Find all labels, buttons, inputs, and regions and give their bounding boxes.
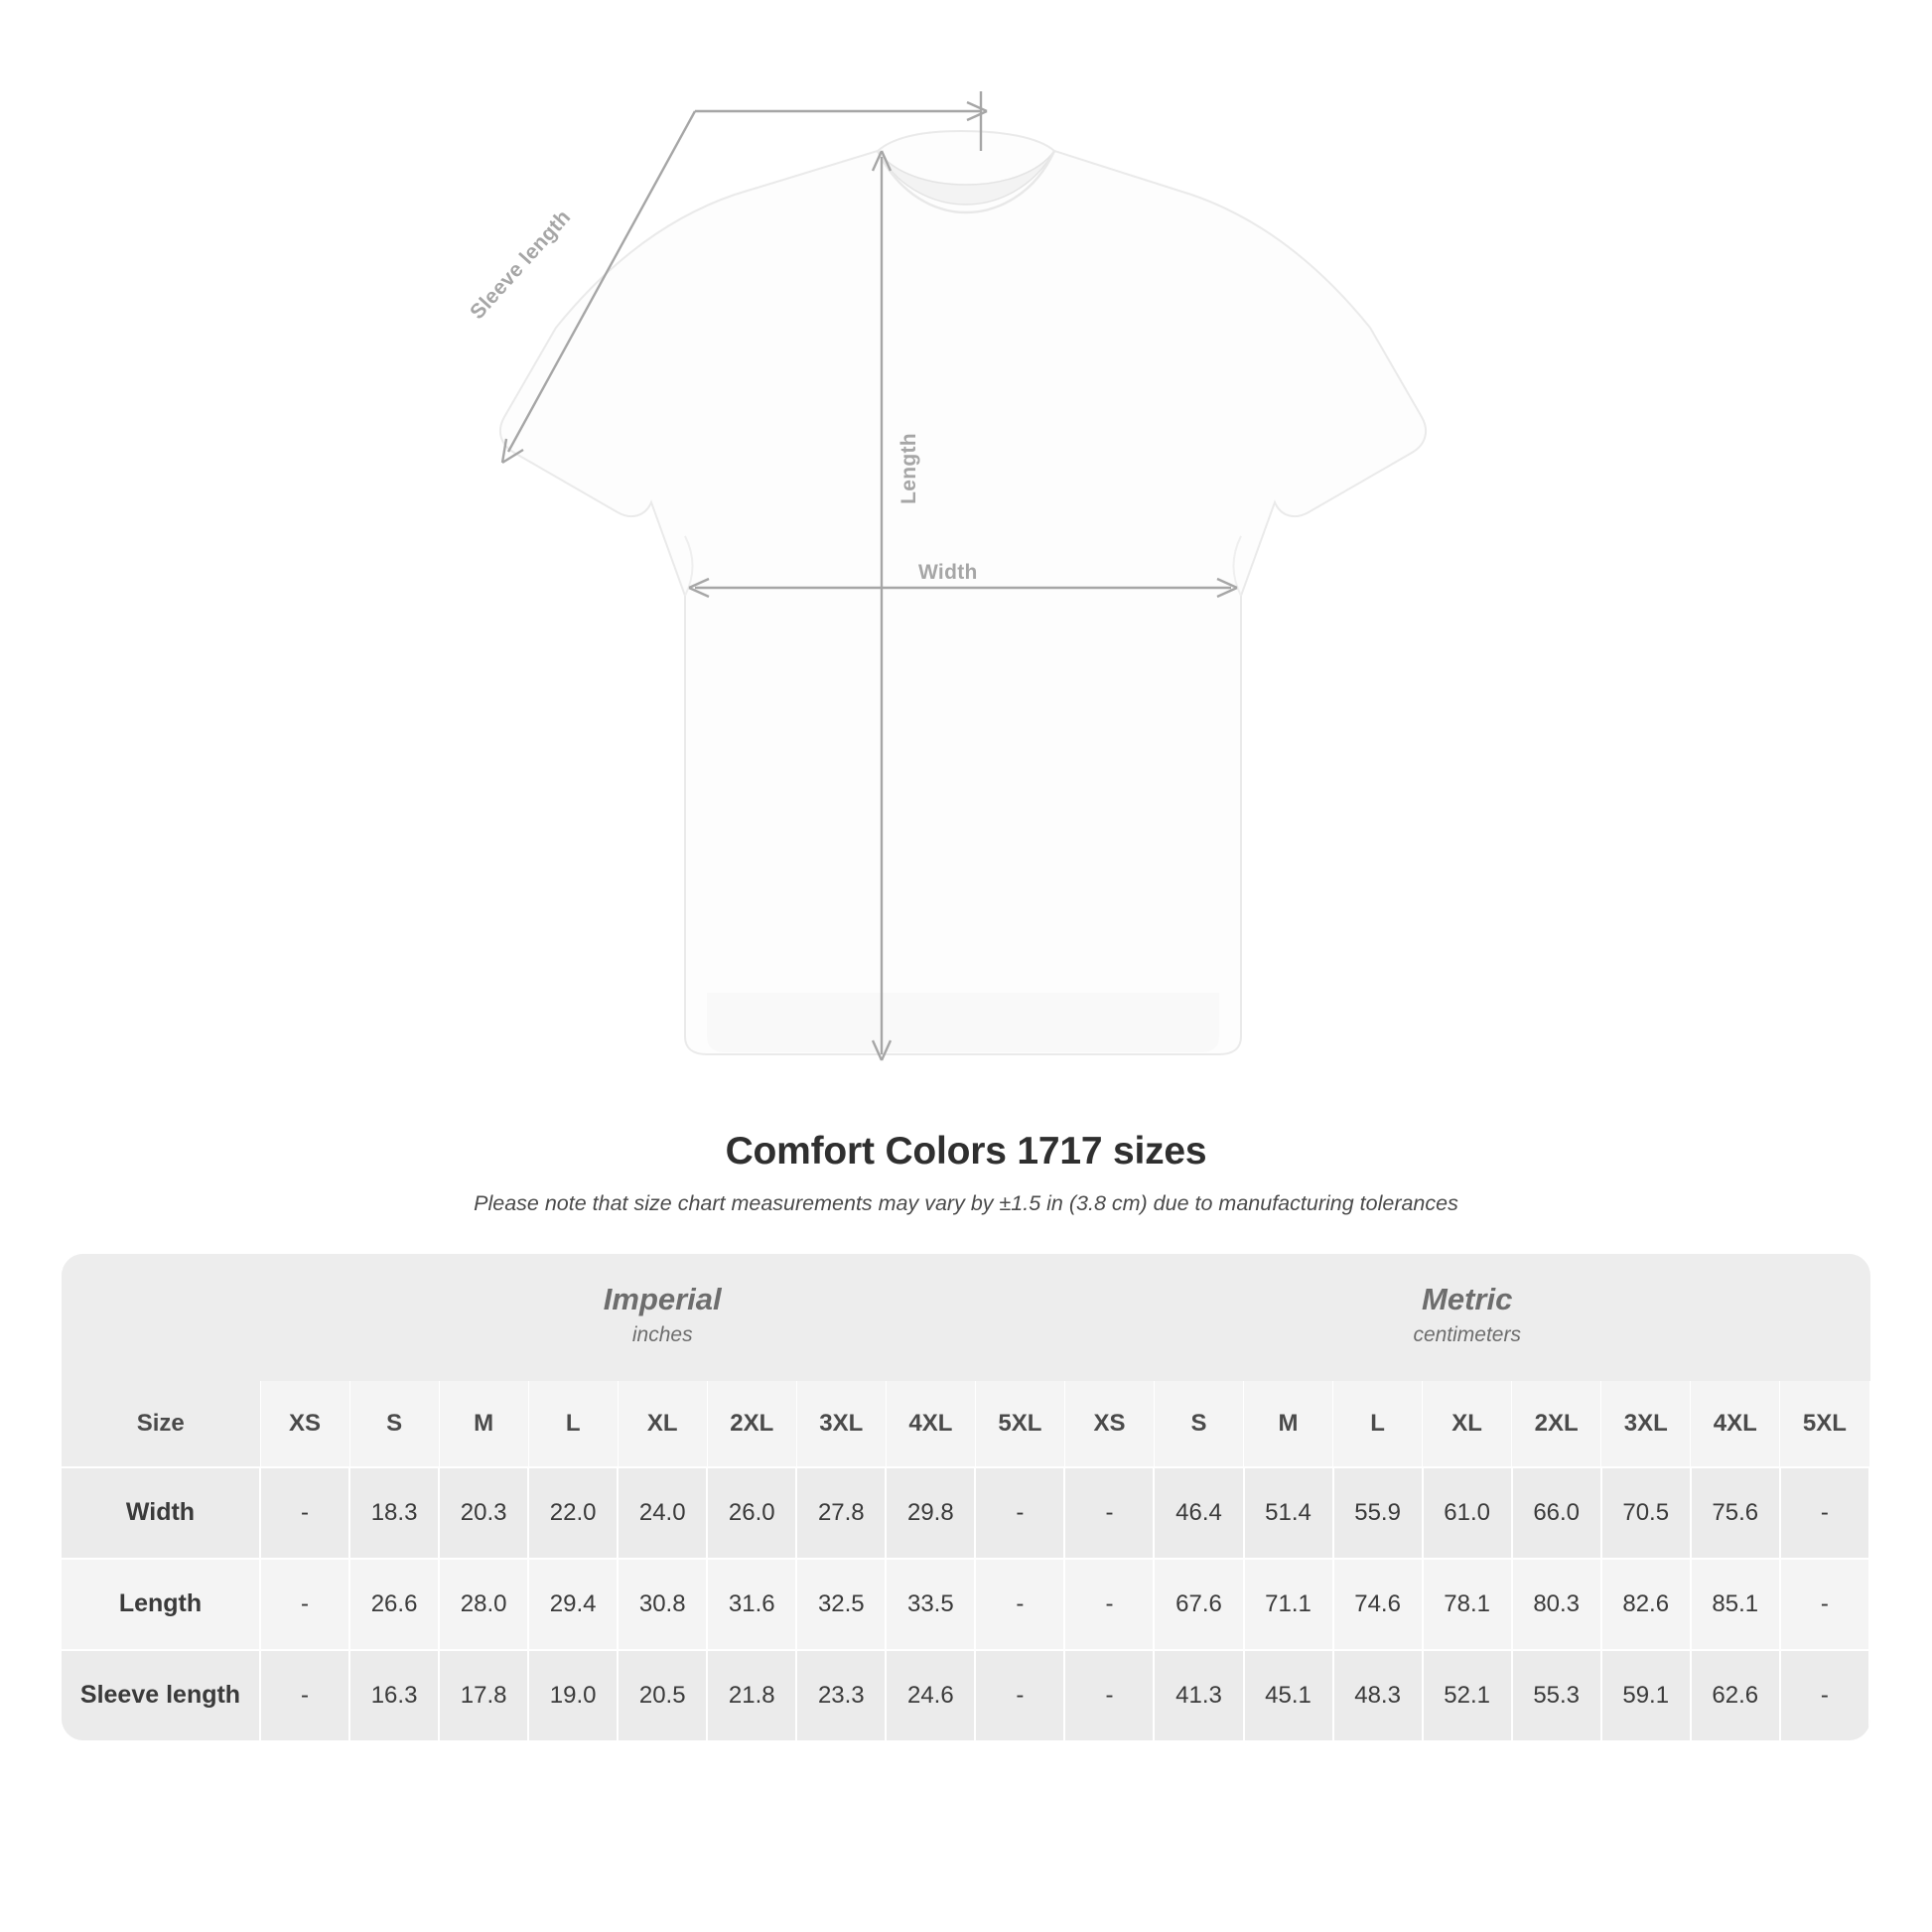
unit-metric-name: Metric bbox=[1422, 1282, 1513, 1316]
measurement-cell: - bbox=[975, 1650, 1064, 1740]
size-header-cell: M bbox=[439, 1381, 528, 1467]
measurement-cell: 21.8 bbox=[707, 1650, 796, 1740]
unit-metric-sub: centimeters bbox=[1413, 1322, 1521, 1346]
measurement-cell: 16.3 bbox=[349, 1650, 439, 1740]
size-header-cell: 4XL bbox=[1691, 1381, 1780, 1467]
size-header-cell: L bbox=[1333, 1381, 1423, 1467]
measurement-cell: 26.0 bbox=[707, 1467, 796, 1559]
size-header-row bbox=[62, 1381, 1869, 1467]
measurement-cell: - bbox=[260, 1467, 349, 1559]
measurement-cell: 29.8 bbox=[886, 1467, 975, 1559]
measurement-cell: 46.4 bbox=[1154, 1467, 1243, 1559]
size-header-cell: L bbox=[528, 1381, 618, 1467]
units-row bbox=[62, 1254, 1869, 1381]
table-row bbox=[62, 1467, 1869, 1559]
page-title: Comfort Colors 1717 sizes bbox=[725, 1130, 1207, 1173]
measurement-cell: 26.6 bbox=[349, 1559, 439, 1650]
measurement-cell: 27.8 bbox=[796, 1467, 886, 1559]
title-block bbox=[0, 1130, 1932, 1216]
measurement-cell: 62.6 bbox=[1691, 1650, 1780, 1740]
length-label: Length bbox=[897, 433, 920, 504]
measurement-cell: 85.1 bbox=[1691, 1559, 1780, 1650]
measurement-cell: 71.1 bbox=[1244, 1559, 1333, 1650]
size-header-cell: M bbox=[1244, 1381, 1333, 1467]
measurement-cell: 30.8 bbox=[618, 1559, 707, 1650]
measurement-cell: - bbox=[260, 1650, 349, 1740]
measurement-cell: 48.3 bbox=[1333, 1650, 1423, 1740]
tolerance-note: Please note that size chart measurements may vary by ±1.5 in (3.8 cm) due to manufacturing tolerances bbox=[474, 1191, 1458, 1215]
measurement-cell: - bbox=[975, 1467, 1064, 1559]
tshirt-shape bbox=[500, 131, 1426, 1054]
measurement-cell: - bbox=[1064, 1467, 1154, 1559]
row-header-cell: Sleeve length bbox=[62, 1650, 260, 1740]
measurement-cell: 55.9 bbox=[1333, 1467, 1423, 1559]
measurement-cell: 20.3 bbox=[439, 1467, 528, 1559]
unit-imperial-name: Imperial bbox=[603, 1282, 722, 1316]
measurement-cell: - bbox=[1780, 1559, 1869, 1650]
measurement-cell: 74.6 bbox=[1333, 1559, 1423, 1650]
unit-imperial-sub: inches bbox=[631, 1322, 693, 1346]
measurement-cell: 51.4 bbox=[1244, 1467, 1333, 1559]
unit-imperial bbox=[260, 1254, 1064, 1381]
measurement-cell: 33.5 bbox=[886, 1559, 975, 1650]
measurement-cell: 66.0 bbox=[1512, 1467, 1601, 1559]
size-header-cell: XL bbox=[1423, 1381, 1512, 1467]
measurement-cell: 59.1 bbox=[1601, 1650, 1691, 1740]
size-header-cell: XL bbox=[618, 1381, 707, 1467]
measurement-cell: 52.1 bbox=[1423, 1650, 1512, 1740]
size-table bbox=[62, 1254, 1870, 1740]
size-header-cell: 3XL bbox=[1601, 1381, 1691, 1467]
size-header-cell: S bbox=[349, 1381, 439, 1467]
measurement-cell: 19.0 bbox=[528, 1650, 618, 1740]
measurement-cell: 20.5 bbox=[618, 1650, 707, 1740]
measurement-cell: 22.0 bbox=[528, 1467, 618, 1559]
size-header-cell: XS bbox=[260, 1381, 349, 1467]
size-header-cell: XS bbox=[1064, 1381, 1154, 1467]
size-header-cell: 4XL bbox=[886, 1381, 975, 1467]
measurement-cell: - bbox=[975, 1559, 1064, 1650]
width-label: Width bbox=[918, 561, 978, 584]
size-header-cell: 2XL bbox=[1512, 1381, 1601, 1467]
measurement-cell: 75.6 bbox=[1691, 1467, 1780, 1559]
measurement-cell: 24.6 bbox=[886, 1650, 975, 1740]
measurement-cell: 80.3 bbox=[1512, 1559, 1601, 1650]
measurement-cell: 45.1 bbox=[1244, 1650, 1333, 1740]
measurement-cell: 31.6 bbox=[707, 1559, 796, 1650]
measurement-cell: - bbox=[1780, 1650, 1869, 1740]
row-header-cell: Width bbox=[62, 1467, 260, 1559]
measurement-cell: 55.3 bbox=[1512, 1650, 1601, 1740]
measurement-cell: 78.1 bbox=[1423, 1559, 1512, 1650]
size-header-cell: 5XL bbox=[975, 1381, 1064, 1467]
measurement-cell: - bbox=[260, 1559, 349, 1650]
row-header-cell: Length bbox=[62, 1559, 260, 1650]
table-row bbox=[62, 1559, 1869, 1650]
measurement-cell: 18.3 bbox=[349, 1467, 439, 1559]
measurement-cell: 41.3 bbox=[1154, 1650, 1243, 1740]
size-header-cell: 5XL bbox=[1780, 1381, 1869, 1467]
size-table-body bbox=[62, 1467, 1869, 1740]
size-header-label: Size bbox=[62, 1381, 260, 1467]
measurement-cell: - bbox=[1780, 1467, 1869, 1559]
sleeve-length-label: Sleeve length bbox=[466, 206, 576, 325]
table-row bbox=[62, 1650, 1869, 1740]
measurement-cell: 23.3 bbox=[796, 1650, 886, 1740]
measurement-cell: 29.4 bbox=[528, 1559, 618, 1650]
measurement-cell: 17.8 bbox=[439, 1650, 528, 1740]
size-header-cell: 3XL bbox=[796, 1381, 886, 1467]
units-spacer bbox=[62, 1254, 260, 1381]
measurement-cell: 61.0 bbox=[1423, 1467, 1512, 1559]
unit-metric bbox=[1064, 1254, 1869, 1381]
size-header-cell: 2XL bbox=[707, 1381, 796, 1467]
measurement-cell: 28.0 bbox=[439, 1559, 528, 1650]
size-header-cell: S bbox=[1154, 1381, 1243, 1467]
measurement-cell: - bbox=[1064, 1559, 1154, 1650]
measurement-cell: 82.6 bbox=[1601, 1559, 1691, 1650]
measurement-cell: - bbox=[1064, 1650, 1154, 1740]
measurement-cell: 70.5 bbox=[1601, 1467, 1691, 1559]
size-table-wrap bbox=[62, 1254, 1870, 1740]
measurement-cell: 67.6 bbox=[1154, 1559, 1243, 1650]
measurement-cell: 32.5 bbox=[796, 1559, 886, 1650]
measurement-cell: 24.0 bbox=[618, 1467, 707, 1559]
